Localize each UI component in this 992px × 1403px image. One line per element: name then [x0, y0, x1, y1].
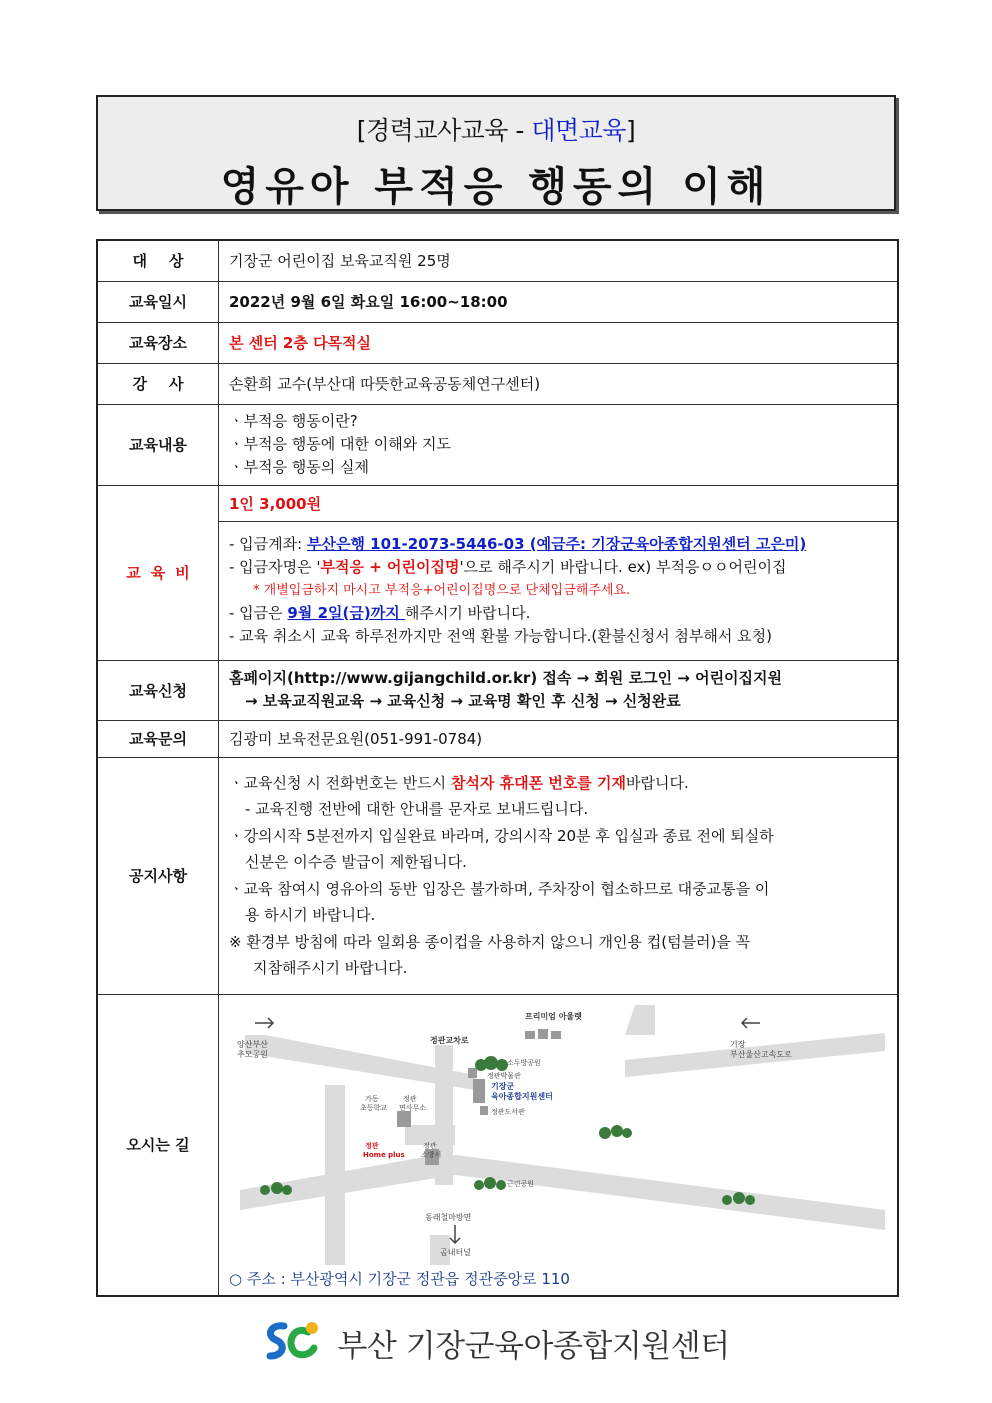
subtitle: [98, 111, 894, 147]
footer: [0, 1318, 992, 1368]
notice-1-sub: - 교육진행 전반에 대한 안내를 문자로 보내드립니다.: [245, 800, 589, 818]
row-target: [97, 240, 898, 281]
notice-1-suffix: 바랍니다.: [626, 773, 689, 792]
value-target: 기장군 어린이집 보육교직원 25명: [219, 240, 899, 281]
title-box: [96, 95, 896, 211]
map-label-school2: 초등학교: [360, 1103, 388, 1112]
label-target: 대상: [97, 240, 219, 281]
fee-account: [229, 533, 887, 556]
notice-1-highlight: 참석자 휴대폰 번호를 기재: [450, 773, 626, 792]
map-svg: [225, 1005, 893, 1265]
notice-4b: 지참해주시기 바랍니다.: [253, 959, 408, 977]
arrow-right-icon: [255, 1018, 273, 1028]
notice-2a: ㆍ강의시작 5분전까지 입실완료 바라며, 강의시작 20분 후 입실과 종료 전에 퇴실하: [229, 826, 774, 845]
fee-refund: - 교육 취소시 교육 하루전까지만 전액 환불 가능합니다.(환불신청서 첨부해서 요청): [229, 627, 772, 645]
value-map: [219, 994, 899, 1296]
map-label-right1: 기장: [730, 1039, 746, 1049]
notice-1: [229, 770, 887, 797]
fee-deadline: [229, 602, 887, 625]
notice-2b: 신분은 이수증 발급이 제한됩니다.: [245, 853, 467, 871]
fee-depositor-prefix: - 입금자명은 ': [229, 558, 321, 576]
map-label-crossing: 정관교차로: [430, 1035, 469, 1045]
row-apply: [97, 660, 898, 720]
arrow-down-icon: [450, 1225, 460, 1243]
map-label-office1: 정관: [403, 1094, 417, 1103]
map: [219, 995, 897, 1295]
label-date: 교육일시: [97, 281, 219, 322]
map-label-sodu: 소두방공원: [507, 1058, 541, 1067]
map-label-school1: 가동: [365, 1094, 379, 1103]
value-place: 본 센터 2층 다목적실: [219, 322, 899, 363]
apply-line1: 홈페이지(http://www.gijangchild.or.kr) 접속 → 회원 로그인 → 어린이집지원: [229, 669, 783, 687]
map-label-office2: 면사무소: [399, 1103, 427, 1112]
map-label-bottom2: 곰내터널: [440, 1247, 471, 1257]
row-fee-amount: [97, 485, 898, 521]
map-label-bottom1: 동래철마방면: [425, 1212, 472, 1222]
arrow-left-icon: [742, 1018, 760, 1028]
content-item: ㆍ부적응 행동이란?: [229, 412, 358, 430]
map-label-park: 근린공원: [507, 1179, 535, 1188]
org-name: 부산 기장군육아종합지원센터: [337, 1328, 730, 1365]
value-content: [219, 404, 899, 485]
value-apply: [219, 660, 899, 720]
fee-account-number: 부산은행 101-2073-5446-03 (예금주: 기장군육아종합지원센터 고은미): [306, 535, 807, 553]
info-table: [96, 239, 899, 1297]
row-lecturer: [97, 363, 898, 404]
fee-depositor-suffix: '으로 해주시기 바랍니다. ex) 부적응ㅇㅇ어린이집: [459, 558, 787, 576]
subtitle-suffix: ]: [625, 116, 636, 145]
notice-3b: 용 하시기 바랍니다.: [245, 906, 376, 924]
page-title: 영유아 부적응 행동의 이해: [220, 164, 772, 210]
org-logo-icon: [262, 1318, 324, 1368]
row-notice: [97, 757, 898, 994]
map-label-left1: 양산부산: [237, 1039, 268, 1049]
fee-note: * 개별입금하지 마시고 부적응+어린이집명으로 단체입금해주세요.: [253, 583, 631, 598]
row-place: [97, 322, 898, 363]
subtitle-highlight: 대면교육: [531, 116, 626, 145]
apply-line2: → 보육교직원교육 → 교육신청 → 교육명 확인 후 신청 → 신청완료: [245, 692, 681, 710]
label-fee: 교육비: [97, 485, 219, 660]
label-content: 교육내용: [97, 404, 219, 485]
label-contact: 교육문의: [97, 720, 219, 757]
map-label-premium: 프리미엄 아울렛: [525, 1011, 582, 1021]
notice-3a: ㆍ교육 참여시 영유아의 동반 입장은 불가하며, 주차장이 협소하므로 대중교통을 이: [229, 879, 770, 898]
row-date: [97, 281, 898, 322]
row-map: [97, 994, 898, 1296]
map-label-library: 정관도서관: [491, 1107, 525, 1116]
value-notice: [219, 757, 899, 994]
value-date: 2022년 9월 6일 화요일 16:00~18:00: [219, 281, 899, 322]
label-place: 교육장소: [97, 322, 219, 363]
row-contact: [97, 720, 898, 757]
label-apply: 교육신청: [97, 660, 219, 720]
fee-deadline-date: 9월 2일(금)까지: [287, 604, 405, 622]
label-notice: 공지사항: [97, 757, 219, 994]
fee-account-prefix: - 입금계좌:: [229, 535, 307, 553]
label-map: 오시는 길: [97, 994, 219, 1296]
fee-depositor: [229, 556, 887, 579]
map-label-museum: 정관박물관: [487, 1071, 521, 1080]
fee-amount: 1인 3,000원: [219, 485, 899, 521]
content-item: ㆍ부적응 행동의 실제: [229, 458, 369, 476]
notice-4a: ※ 환경부 방침에 따라 일회용 종이컵을 사용하지 않으니 개인용 컵(텀블러)을 꼭: [229, 932, 751, 951]
map-label-left2: 추모공원: [237, 1049, 268, 1059]
map-label-center2: 육아종합지원센터: [491, 1091, 553, 1101]
map-address: ○ 주소 : 부산광역시 기장군 정관읍 정관중앙로 110: [229, 1269, 570, 1288]
map-label-homeplus1: 정관: [365, 1141, 379, 1150]
notice-1-prefix: ㆍ교육신청 시 전화번호는 반드시: [229, 773, 451, 792]
map-label-fire1: 정관: [423, 1141, 437, 1150]
subtitle-prefix: [경력교사교육 -: [356, 116, 532, 145]
row-content: [97, 404, 898, 485]
value-contact: 김광미 보육전문요원(051-991-0784): [219, 720, 899, 757]
map-label-right2: 부산울산고속도로: [730, 1049, 792, 1059]
fee-deadline-suffix: 해주시기 바랍니다.: [404, 604, 531, 622]
content-item: ㆍ부적응 행동에 대한 이해와 지도: [229, 435, 451, 453]
label-lecturer: 강사: [97, 363, 219, 404]
fee-details: [219, 521, 899, 660]
fee-depositor-highlight: 부적응 + 어린이집명: [320, 558, 460, 576]
map-label-homeplus2: Home plus: [363, 1150, 405, 1159]
value-lecturer: 손환희 교수(부산대 따뜻한교육공동체연구센터): [219, 363, 899, 404]
map-label-fire2: 소방서: [421, 1150, 442, 1159]
map-label-center1: 기장군: [491, 1081, 515, 1091]
fee-deadline-prefix: - 입금은: [229, 604, 288, 622]
